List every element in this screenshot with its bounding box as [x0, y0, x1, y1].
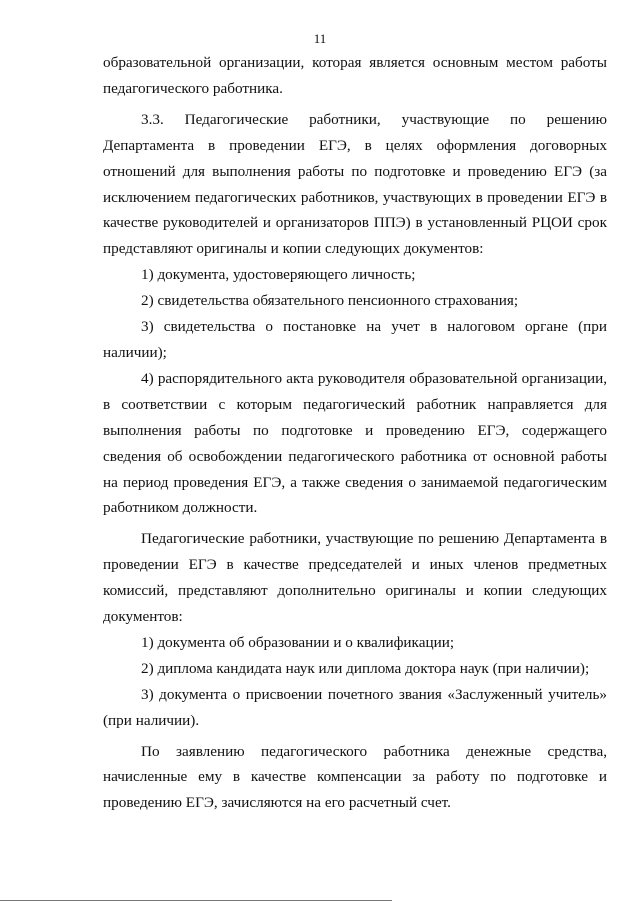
paragraph-3-3: 3.3. Педагогические работники, участвующие по решению Департамента в проведении ЕГЭ, в целях оформления договорных отношений для выполнения работы по подготовке и проведению ЕГЭ (за исключением педагогических работников, участвующих в проведении ЕГЭ в качестве руководителей и организаторов ППЭ) в установленный РЦОИ срок представляют оригиналы и копии следующих документов: — [103, 110, 607, 258]
page-number: 11 — [313, 31, 327, 46]
list-item: 3) документа о присвоении почетного звания «Заслуженный учитель» (при наличии). — [103, 685, 607, 729]
footer-rule — [0, 900, 392, 901]
list-item: 2) диплома кандидата наук или диплома доктора наук (при наличии); — [141, 659, 590, 677]
paragraph-payment: По заявлению педагогического работника денежные средства, начисленные ему в качестве компенсации за работу по подготовке и проведению ЕГЭ, зачисляются на его расчетный счет. — [103, 742, 607, 812]
document-body — [103, 50, 607, 816]
paragraph-continuation: образовательной организации, которая является основным местом работы педагогического работника. — [103, 54, 607, 97]
list-item: 3) свидетельства о постановке на учет в налоговом органе (при наличии); — [103, 318, 607, 361]
list-item: 1) документа, удостоверяющего личность; — [141, 266, 416, 284]
list-item: 2) свидетельства обязательного пенсионного страхования; — [141, 292, 519, 310]
paragraph-commission: Педагогические работники, участвующие по решению Департамента в проведении ЕГЭ в качестве председателей и иных членов предметных комиссий, представляют дополнительно оригиналы и копии следующих документов: — [103, 530, 607, 626]
list-item: 4) распорядительного акта руководителя образовательной организации, в соответствии с которым педагогический работник направляется для выполнения работы по подготовке и проведению ЕГЭ, содержащего сведения об освобождении педагогического работника от основной работы на период проведения ЕГЭ, а также сведения о занимаемой педагогическим работником должности. — [103, 369, 607, 517]
list-item: 1) документа об образовании и о квалификации; — [141, 633, 455, 651]
